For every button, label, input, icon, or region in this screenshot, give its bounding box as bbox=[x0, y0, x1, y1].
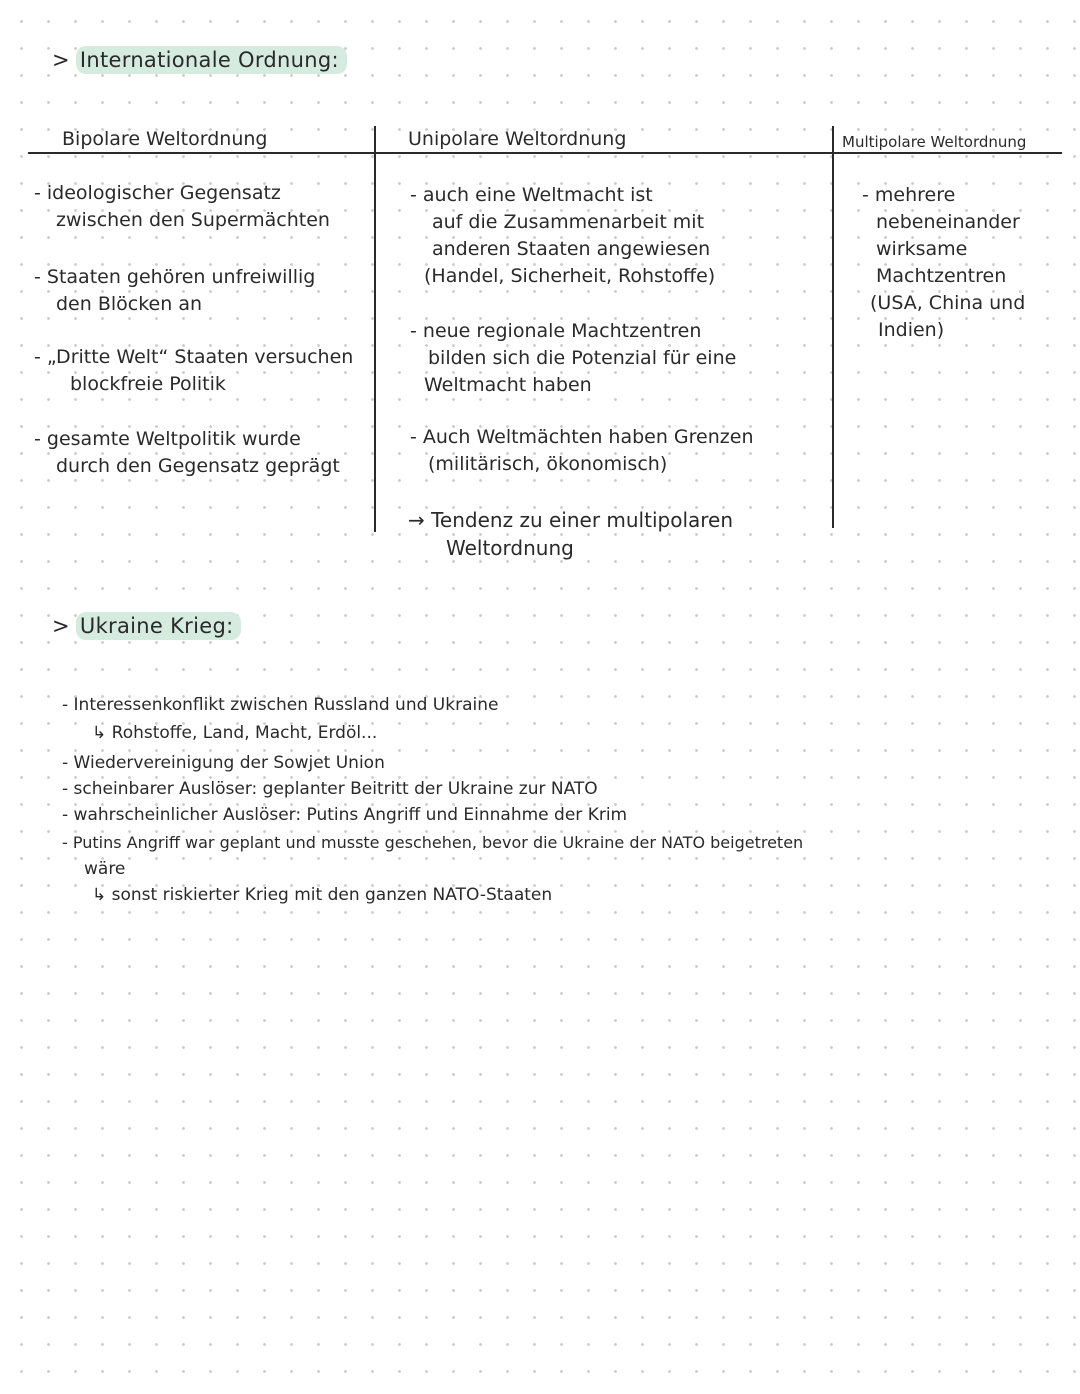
column-title-multipolar: Multipolare Weltordnung bbox=[842, 133, 1027, 151]
heading-title: Internationale Ordnung: bbox=[76, 46, 347, 74]
bipolar-item: - Staaten gehören unfreiwillig den Blöcken an bbox=[34, 266, 316, 315]
section-heading-international-order bbox=[52, 48, 347, 72]
heading-marker: > bbox=[52, 48, 70, 72]
bipolar-item: - ideologischer Gegensatz zwischen den Supermächten bbox=[34, 182, 330, 231]
unipolar-item: - Auch Weltmächten haben Grenzen (militärisch, ökonomisch) bbox=[410, 426, 754, 475]
ukraine-point: - Wiedervereinigung der Sowjet Union bbox=[62, 753, 385, 773]
section-heading-ukraine-war bbox=[52, 614, 241, 638]
ukraine-point: - Interessenkonflikt zwischen Russland und Ukraine bbox=[62, 695, 499, 715]
bipolar-item: - gesamte Weltpolitik wurde durch den Gegensatz geprägt bbox=[34, 428, 340, 477]
unipolar-item: - auch eine Weltmacht ist auf die Zusammenarbeit mit anderen Staaten angewiesen (Handel, Sicherheit, Rohstoffe) bbox=[410, 184, 716, 287]
column-divider-1 bbox=[374, 126, 376, 532]
column-title-unipolar: Unipolare Weltordnung bbox=[408, 128, 627, 150]
bipolar-item: - „Dritte Welt“ Staaten versuchen blockfreie Politik bbox=[34, 346, 354, 395]
ukraine-point: - wahrscheinlicher Auslöser: Putins Angriff und Einnahme der Krim bbox=[62, 805, 628, 825]
column-title-bipolar: Bipolare Weltordnung bbox=[62, 128, 268, 150]
ukraine-subpoint: ↳ Rohstoffe, Land, Macht, Erdöl... bbox=[92, 723, 378, 743]
ukraine-subpoint: ↳ sonst riskierter Krieg mit den ganzen NATO-Staaten bbox=[92, 885, 553, 905]
heading-marker: > bbox=[52, 614, 70, 638]
heading-title: Ukraine Krieg: bbox=[76, 612, 242, 640]
table-header-rule bbox=[28, 152, 1062, 154]
unipolar-item: - neue regionale Machtzentren bilden sich die Potenzial für eine Weltmacht haben bbox=[410, 320, 737, 396]
ukraine-point: - scheinbarer Auslöser: geplanter Beitritt der Ukraine zur NATO bbox=[62, 779, 598, 799]
ukraine-point: - Putins Angriff war geplant und musste geschehen, bevor die Ukraine der NATO beigetreten bbox=[62, 833, 804, 852]
column-divider-2 bbox=[832, 126, 834, 528]
ukraine-point-continuation: wäre bbox=[84, 859, 126, 879]
unipolar-conclusion: → Tendenz zu einer multipolaren Weltordnung bbox=[408, 508, 734, 560]
multipolar-item: - mehrere nebeneinander wirksame Machtzentren (USA, China und Indien) bbox=[862, 184, 1026, 341]
